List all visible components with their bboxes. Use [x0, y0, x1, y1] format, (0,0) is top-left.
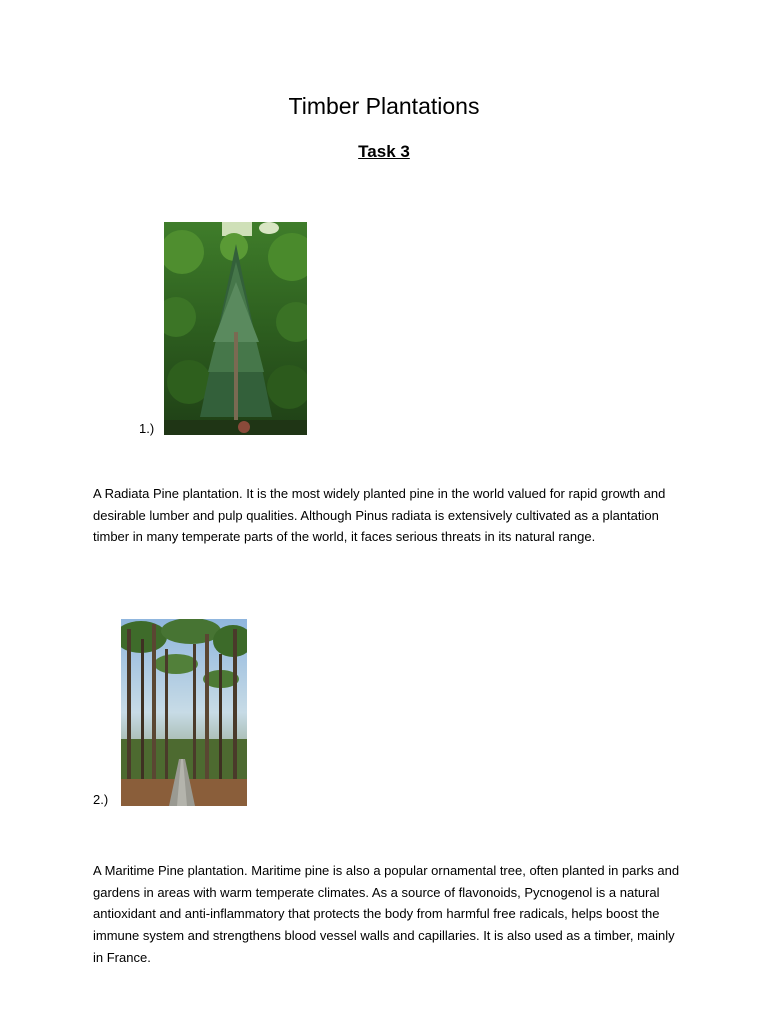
page-subtitle: Task 3 — [358, 142, 410, 161]
paragraph-1: A Radiata Pine plantation. It is the most widely planted pine in the world valued for rapid growth and desirable lumber and pulp qualities. Although Pinus radiata is extensively cultivated as a plantation timber in many temperate parts of the world, it faces serious threats in its natural range. — [93, 486, 666, 545]
figure-1-image — [164, 222, 307, 435]
paragraph-2: A Maritime Pine plantation. Maritime pine is also a popular ornamental tree, often planted in parks and gardens in areas with warm temperate climates. As a source of flavonoids, Pycnogenol is a natural antioxidant and anti-inflammatory that protects the body from harmful free radicals, helps boost the immune system and strengthens blood vessel walls and capillaries. It is also used as a timber, mainly in France. — [93, 863, 680, 965]
page-title: Timber Plantations — [288, 93, 480, 119]
figure-1-label: 1.) — [139, 421, 155, 436]
figure-2-label: 2.) — [93, 792, 109, 807]
figure-2-image — [121, 619, 247, 806]
